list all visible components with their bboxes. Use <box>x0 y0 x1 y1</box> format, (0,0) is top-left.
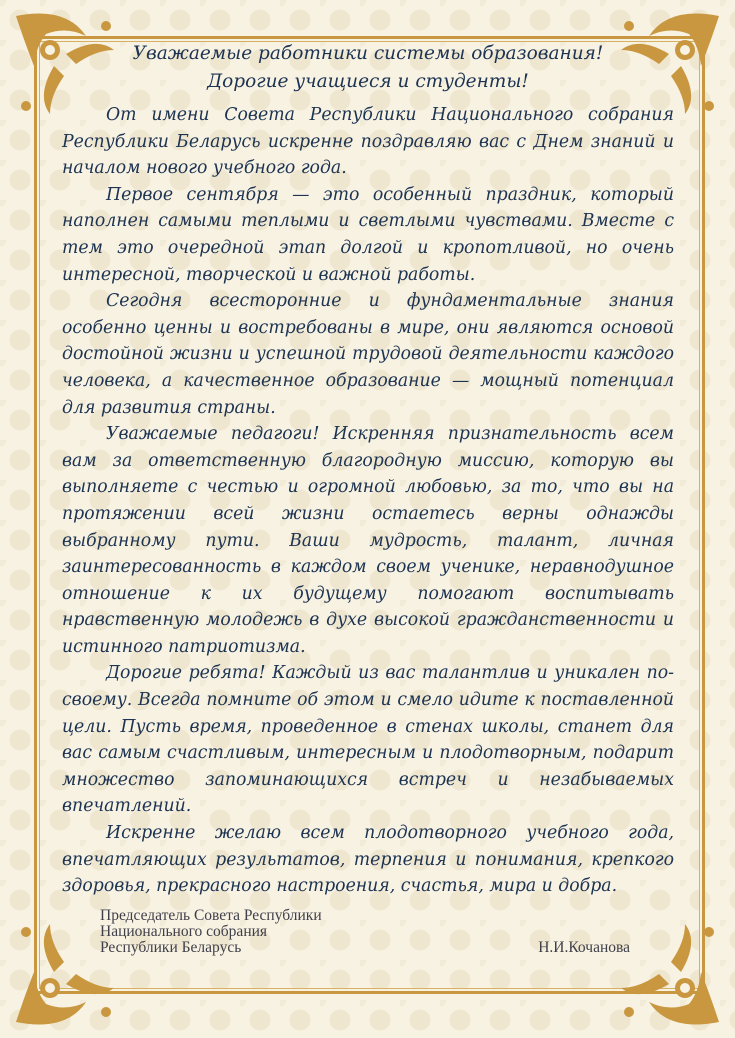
signature-title-line-1: Председатель Совета Республики <box>100 907 322 924</box>
letter-body <box>62 40 674 900</box>
greeting-line-1: Уважаемые работники системы образования! <box>132 43 604 64</box>
paragraph-2: Первое сентября — это особенный праздник, который наполнен самыми теплыми и светлыми чувствами. Вместе с тем это очередной этап долгой и кропотливой, но очень интересной, творческой и важной работы. <box>62 184 674 285</box>
paragraph-5: Дорогие ребята! Каждый из вас талантлив и уникален по-своему. Всегда помните об этом и смело идите к поставленной цели. Пусть время, проведенное в стенах школы, станет для вас самым счастливым, интересным и плодотворным, подарит множество запоминающихся встреч и незабываемых впечатлений. <box>62 663 674 817</box>
paragraph-4: Уважаемые педагоги! Искренняя признательность всем вам за ответственную благородную миссию, которую вы выполняете с честью и огромной любовью, за то, что вы на протяжении всей жизни остаетесь верны однажды выбранному пути. Ваши мудрость, талант, личная заинтересованность в каждом своем ученике, неравнодушное отношение к их будущему помогают воспитывать нравственную молодежь в духе высокой гражданственности и истинного патриотизма. <box>62 424 674 657</box>
greeting-heading <box>62 40 674 96</box>
signature-block <box>100 908 630 956</box>
paragraph-6: Искренне желаю всем плодотворного учебного года, впечатляющих результатов, терпения и понимания, крепкого здоровья, прекрасного настроения, счастья, мира и добра. <box>62 823 674 897</box>
paragraph-1: От имени Совета Республики Национального собрания Республики Беларусь искренне поздравляю вас с Днем знаний и началом нового учебного года. <box>62 105 674 179</box>
signature-title-line-3: Республики Беларусь <box>100 939 242 956</box>
greeting-line-2: Дорогие учащиеся и студенты! <box>207 71 529 92</box>
signature-name: Н.И.Кочанова <box>538 939 630 956</box>
paragraph-3: Сегодня всесторонние и фундаментальные знания особенно ценны и востребованы в мире, они являются основой достойной жизни и успешной трудовой деятельности каждого человека, а качественное образование — мощный потенциал для развития страны. <box>62 291 674 418</box>
signature-title-line-2: Национального собрания <box>100 923 268 940</box>
